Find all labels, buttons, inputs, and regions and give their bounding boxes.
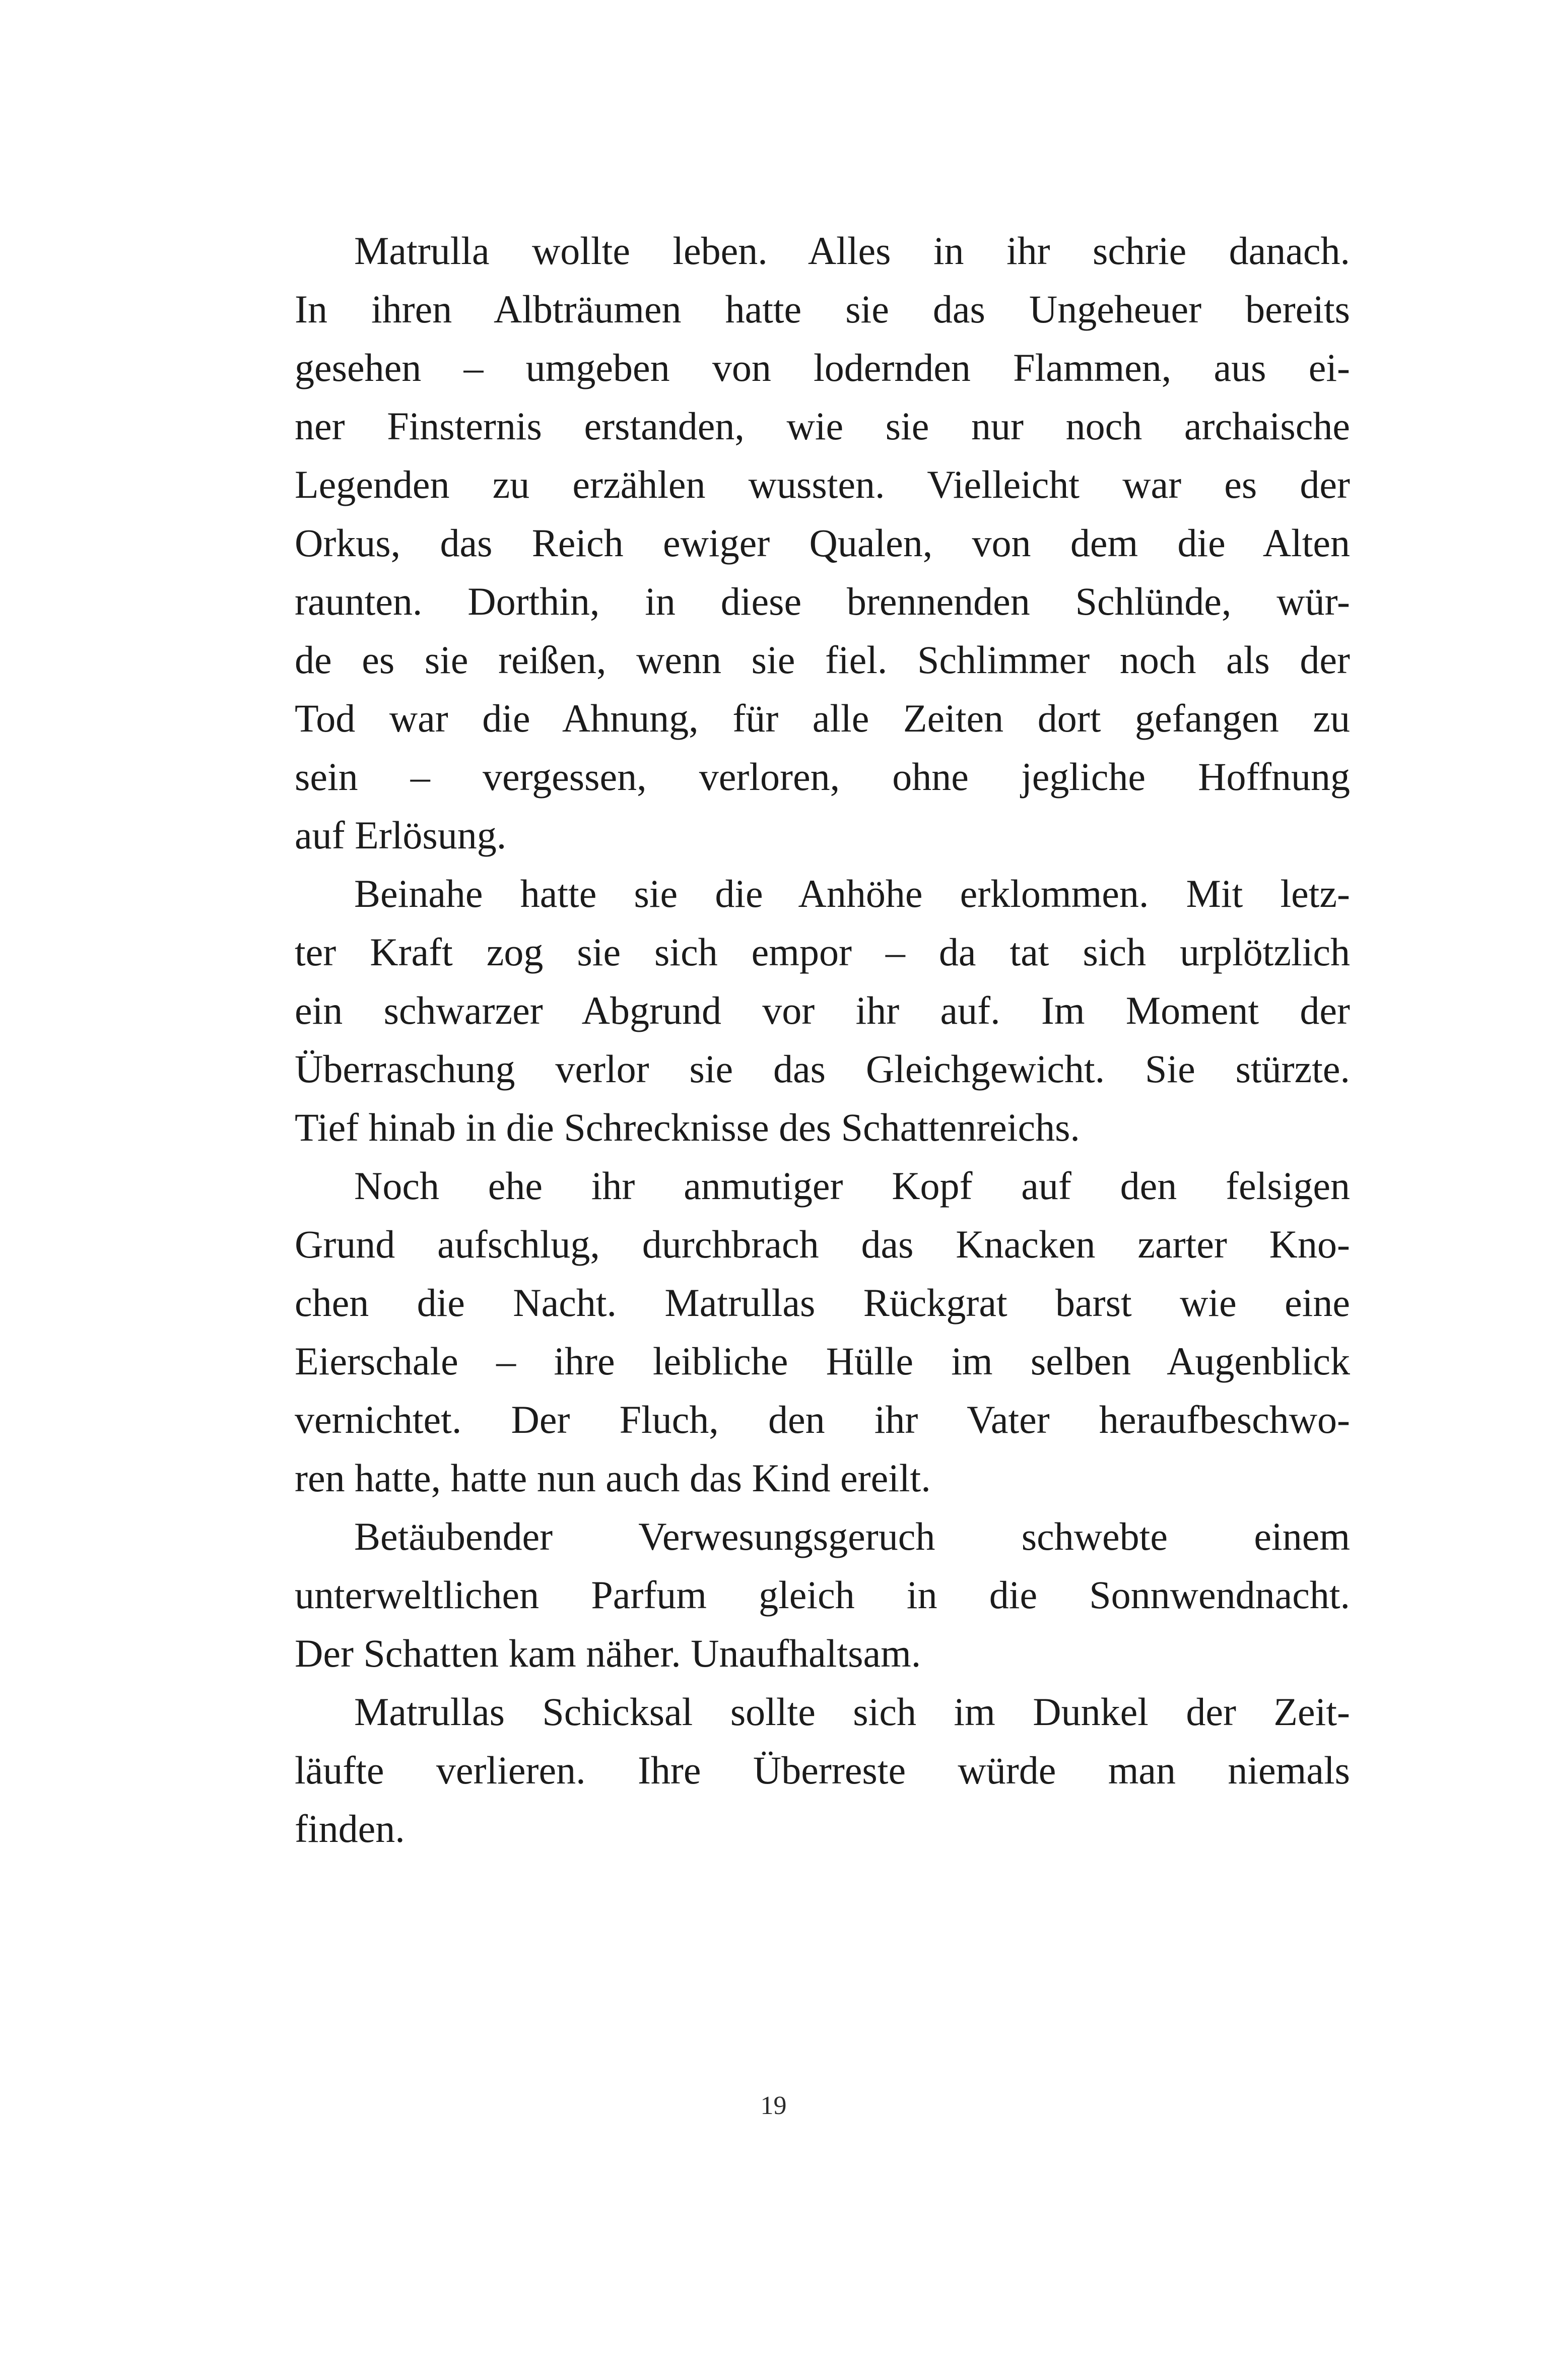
text-line: Der Schatten kam näher. Unaufhaltsam.: [295, 1631, 921, 1675]
text-line: Matrullas Schicksal sollte sich im Dunkel der Zeit-: [354, 1690, 1350, 1734]
text-line: Matrulla wollte leben. Alles in ihr schrie danach.: [354, 229, 1350, 273]
text-line: vernichtet. Der Fluch, den ihr Vater heraufbeschwo-: [295, 1398, 1350, 1441]
text-line: de es sie reißen, wenn sie fiel. Schlimmer noch als der: [295, 638, 1350, 682]
text-line: Tief hinab in die Schrecknisse des Schattenreichs.: [295, 1105, 1080, 1149]
paragraph: [295, 1507, 1350, 1683]
text-line: läufte verlieren. Ihre Überreste würde man niemals: [295, 1748, 1350, 1792]
text-line: Beinahe hatte sie die Anhöhe erklommen. Mit letz-: [354, 872, 1350, 915]
text-line: ner Finsternis erstanden, wie sie nur noch archaische: [295, 404, 1350, 448]
text-line: Betäubender Verwesungsgeruch schwebte einem: [354, 1514, 1350, 1558]
paragraph: [295, 1157, 1350, 1507]
text-line: Noch ehe ihr anmutiger Kopf auf den felsigen: [354, 1164, 1350, 1208]
text-line: Orkus, das Reich ewiger Qualen, von dem die Alten: [295, 521, 1350, 565]
text-line: ter Kraft zog sie sich empor – da tat sich urplötzlich: [295, 930, 1350, 974]
paragraph: [295, 222, 1350, 865]
text-line: In ihren Albträumen hatte sie das Ungeheuer bereits: [295, 287, 1350, 331]
paragraph: [295, 865, 1350, 1157]
text-line: sein – vergessen, verloren, ohne jegliche Hoffnung: [295, 755, 1350, 799]
text-line: Legenden zu erzählen wussten. Vielleicht war es der: [295, 462, 1350, 506]
text-line: finden.: [295, 1807, 405, 1850]
text-line: Grund aufschlug, durchbrach das Knacken zarter Kno-: [295, 1222, 1350, 1266]
text-line: ein schwarzer Abgrund vor ihr auf. Im Moment der: [295, 988, 1350, 1032]
paragraph: [295, 1683, 1350, 1858]
page-number: 19: [760, 2091, 787, 2120]
text-line: chen die Nacht. Matrullas Rückgrat barst wie eine: [295, 1281, 1350, 1325]
page-text: [295, 222, 1350, 1858]
text-line: unterweltlichen Parfum gleich in die Sonnwendnacht.: [295, 1573, 1350, 1617]
text-line: ren hatte, hatte nun auch das Kind ereilt.: [295, 1456, 931, 1500]
text-line: Eierschale – ihre leibliche Hülle im selben Augenblick: [295, 1339, 1350, 1383]
text-line: Tod war die Ahnung, für alle Zeiten dort gefangen zu: [295, 696, 1350, 740]
text-line: Überraschung verlor sie das Gleichgewicht. Sie stürzte.: [295, 1047, 1350, 1091]
text-line: gesehen – umgeben von lodernden Flammen, aus ei-: [295, 346, 1350, 389]
text-line: auf Erlösung.: [295, 813, 507, 857]
text-line: raunten. Dorthin, in diese brennenden Schlünde, wür-: [295, 579, 1350, 623]
